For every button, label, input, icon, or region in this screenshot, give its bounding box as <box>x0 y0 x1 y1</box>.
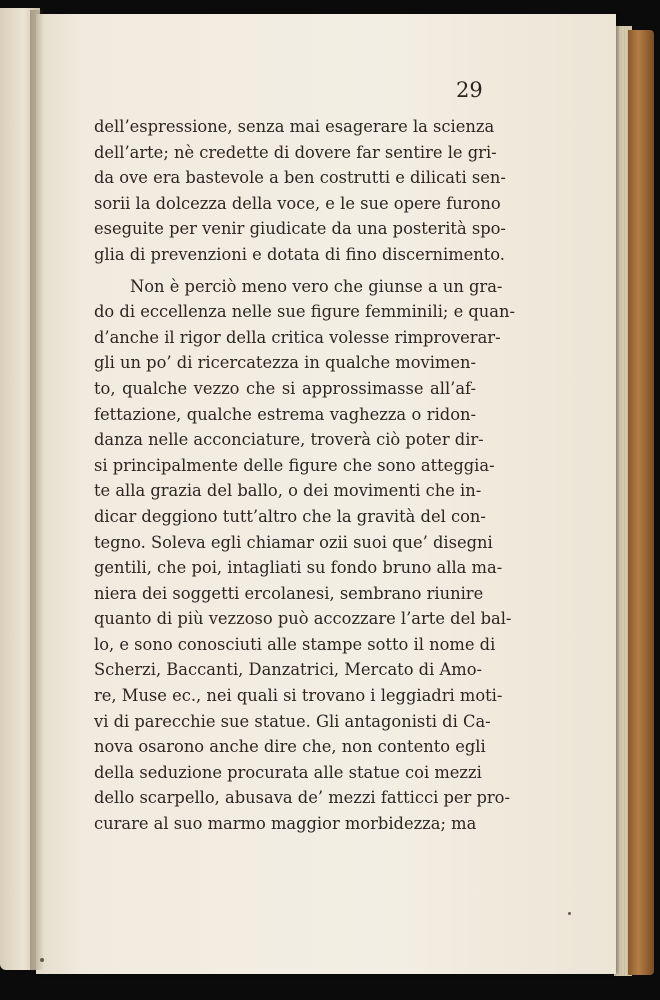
page-body-text <box>94 114 515 837</box>
text-line: da ove era bastevole a ben costrutti e dilicati sen- <box>94 168 506 188</box>
text-line: Non è perciò meno vero che giunse a un gra- <box>130 276 503 296</box>
text-line: dell’espressione, senza mai esagerare la scienza <box>94 117 495 136</box>
text-line: vi di parecchie sue statue. Gli antagonisti di Ca- <box>94 711 491 731</box>
text-line: fettazione, qualche estrema vaghezza o ridon- <box>94 404 476 424</box>
text-line: sorii la dolcezza della voce, e le sue opere furono <box>94 193 501 213</box>
text-line: della seduzione procurata alle statue coi mezzi <box>94 762 482 782</box>
text-line: do di eccellenza nelle sue figure femminili; e quan- <box>94 302 515 322</box>
text-line: si principalmente delle figure che sono atteggia- <box>94 455 495 475</box>
text-line: te alla grazia del ballo, o dei movimenti che in- <box>94 481 482 501</box>
text-line: re, Muse ec., nei quali si trovano i leggiadri moti- <box>94 686 503 706</box>
text-line: danza nelle acconciature, troverà ciò poter dir- <box>94 430 484 450</box>
text-line: Scherzi, Baccanti, Danzatrici, Mercato di Amo- <box>94 660 482 680</box>
text-line: dicar deggiono tutt’altro che la gravità del con- <box>94 506 486 526</box>
text-line: glia di prevenzioni e dotata di fino discernimento. <box>94 244 505 264</box>
book-cover-edge <box>628 30 654 975</box>
page-number: 29 <box>456 78 483 102</box>
text-line: dell’arte; nè credette di dovere far sentire le gri- <box>94 142 497 162</box>
text-line: quanto di più vezzoso può accozzare l’arte del bal- <box>94 609 512 629</box>
text-line: tegno. Soleva egli chiamar ozii suoi que’ disegni <box>94 532 493 552</box>
text-line: to, qualche vezzo che si approssimasse all’af- <box>94 378 476 398</box>
text-line: nova osarono anche dire che, non contento egli <box>94 737 486 757</box>
text-line: gli un po’ di ricercatezza in qualche movimen- <box>94 353 476 373</box>
paper-foxing-spot <box>568 912 571 915</box>
text-line: niera dei soggetti ercolanesi, sembrano riunire <box>94 583 484 603</box>
text-line: dello scarpello, abusava de’ mezzi fatticci per pro- <box>94 788 510 808</box>
text-line: gentili, che poi, intagliati su fondo bruno alla ma- <box>94 558 503 578</box>
book-gutter <box>30 10 44 970</box>
text-line: d’anche il rigor della critica volesse rimproverar- <box>94 327 501 347</box>
text-line: lo, e sono conosciuti alle stampe sotto il nome di <box>94 634 496 654</box>
text-line: curare al suo marmo maggior morbidezza; ma <box>94 814 477 834</box>
text-line: eseguite per venir giudicate da una posterità spo- <box>94 219 506 239</box>
paper-foxing-spot <box>40 958 44 962</box>
